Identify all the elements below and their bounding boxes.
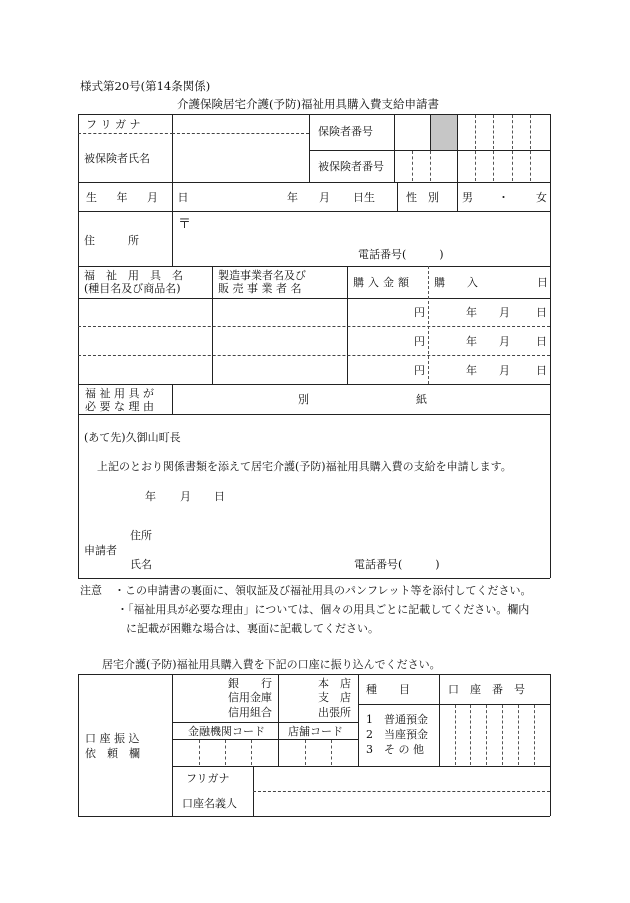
- credit-bank-label: 信用金庫: [228, 691, 272, 704]
- furigana-label: フ リ ガ ナ: [86, 118, 141, 131]
- transfer-heading: 居宅介護(予防)福祉用具購入費を下記の口座に振り込んでください。: [102, 658, 441, 671]
- request-label-line2: 依 頼 欄: [85, 747, 140, 760]
- institution-code-label: 金融機関コード: [188, 725, 265, 738]
- application-date-day: 日: [214, 490, 225, 503]
- item-month: 月: [499, 306, 510, 319]
- sex-dot: ・: [498, 191, 509, 204]
- item-year: 年: [466, 364, 477, 377]
- insurer-number-shaded-cell: [430, 115, 457, 150]
- applicant-phone-label: 電話番号( ): [354, 558, 440, 571]
- reason-value-2: 紙: [416, 393, 427, 406]
- col-maker-line2: 販 売 事 業 者 名: [218, 282, 302, 295]
- holder-furigana-label: フリガナ: [186, 772, 230, 785]
- item-month: 月: [499, 335, 510, 348]
- head-office-label: 本 店: [318, 677, 351, 690]
- account-number-label: 口 座 番 号: [448, 683, 525, 696]
- item-yen: 円: [414, 306, 425, 319]
- sex-male: 男: [462, 191, 473, 204]
- col-date-day: 日: [537, 276, 548, 289]
- form-title: 介護保険居宅介護(予防)福祉用具購入費支給申請書: [177, 97, 439, 111]
- item-month: 月: [499, 364, 510, 377]
- birth-year: 年: [287, 191, 298, 204]
- branch-code-label: 店舗コード: [288, 725, 343, 738]
- col-maker-line1: 製造事業者名及び: [218, 269, 306, 282]
- birth-day-suffix: 日生: [353, 191, 375, 204]
- insured-name-label: 被保険者氏名: [84, 152, 150, 165]
- bank-label: 銀 行: [228, 677, 272, 690]
- notes-label: 注意: [80, 584, 102, 597]
- notes-line1: ・この申請書の裏面に、領収証及び福祉用具のパンフレット等を添付してください。: [114, 584, 532, 597]
- reason-value-1: 別: [298, 393, 309, 406]
- col-item-line2: (種目名及び商品名): [84, 282, 181, 295]
- postal-mark: 〒: [178, 217, 192, 232]
- credit-union-label: 信用組合: [228, 706, 272, 719]
- sub-branch-label: 出張所: [318, 706, 351, 719]
- insurer-number-label: 保険者番号: [318, 125, 373, 138]
- birth-month: 月: [319, 191, 330, 204]
- applicant-address-label: 住所: [130, 529, 152, 542]
- item-year: 年: [466, 306, 477, 319]
- notes-line2: ・「福祉用具が必要な理由」については、個々の用具ごとに記載してください。欄内: [117, 603, 530, 616]
- type-current: 2 当座預金: [366, 728, 428, 741]
- application-date-month: 月: [180, 490, 191, 503]
- type-ordinary: 1 普通預金: [366, 713, 428, 726]
- insured-number-label: 被保険者番号: [318, 160, 384, 173]
- address-phone-label: 電話番号( ): [358, 248, 444, 261]
- birth-label: 生 年 月 日: [86, 191, 197, 204]
- col-amount: 購入金額: [353, 276, 413, 289]
- request-label-line1: 口 座 振 込: [85, 732, 140, 745]
- sex-label: 性 別: [406, 191, 439, 204]
- holder-label: 口座名義人: [182, 797, 237, 810]
- application-date-year: 年: [145, 490, 156, 503]
- item-yen: 円: [414, 335, 425, 348]
- reason-label-line1: 福 祉 用 具 が: [85, 387, 154, 400]
- item-year: 年: [466, 335, 477, 348]
- item-day: 日: [536, 335, 547, 348]
- application-statement: 上記のとおり関係書類を添えて居宅介護(予防)福祉用具購入費の支給を申請します。: [97, 460, 512, 473]
- col-date-label: 購 入: [434, 276, 478, 289]
- branch-label: 支 店: [318, 691, 351, 704]
- addressee: (あて先)久御山町長: [84, 431, 181, 444]
- address-label: 住 所: [84, 234, 139, 247]
- sex-female: 女: [536, 191, 547, 204]
- applicant-label: 申請者: [84, 544, 117, 557]
- type-label: 種 目: [366, 683, 410, 696]
- item-day: 日: [536, 306, 547, 319]
- form-number: 様式第20号(第14条関係): [80, 79, 211, 93]
- item-yen: 円: [414, 364, 425, 377]
- type-other: 3 そ の 他: [366, 743, 424, 756]
- item-day: 日: [536, 364, 547, 377]
- col-item-line1: 福 祉 用 具 名: [84, 269, 183, 282]
- reason-label-line2: 必 要 な 理 由: [85, 400, 154, 413]
- applicant-name-label: 氏名: [130, 558, 152, 571]
- notes-line3: に記載が困難な場合は、裏面に記載してください。: [126, 622, 379, 635]
